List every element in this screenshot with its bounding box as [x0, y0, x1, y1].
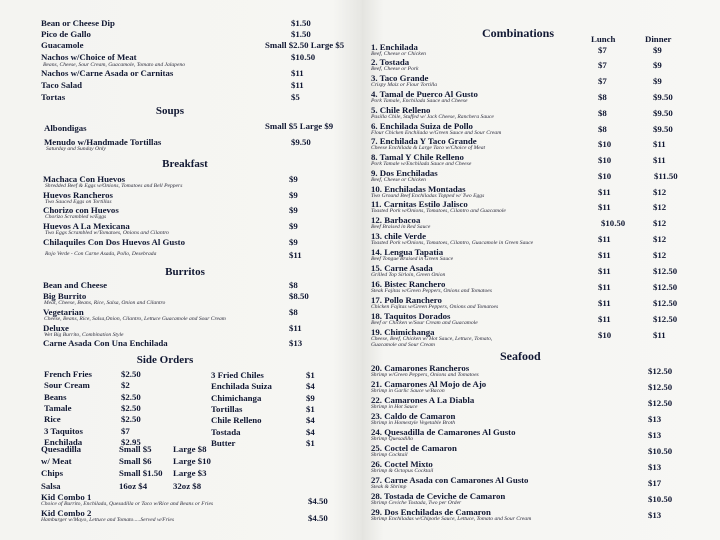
combo-dinner-price: $9.50 — [653, 92, 673, 102]
menu-item-price: $9 — [289, 174, 298, 184]
side-item-price: $4 — [306, 415, 315, 426]
menu-item-description: Rojo Verde - Con Carne Asada, Pollo, Desebrada — [45, 251, 157, 257]
seafood-item-price: $13 — [648, 462, 662, 472]
menu-item-name: Carne Asada Con Una Enchilada — [43, 338, 168, 348]
combo-item-name: 17. Pollo Ranchero — [371, 295, 442, 305]
combo-dinner-price: $12 — [653, 187, 667, 197]
menu-item-description: Cheese, Beans, Rice, Salsa,Onion, Cilantro, Lettuce Guacamole and Sour Cream — [44, 316, 226, 322]
combo-item-name: 3. Taco Grande — [371, 73, 429, 83]
menu-item-name: Chorizo con Huevos — [43, 205, 119, 215]
side-item-price: $2 — [121, 380, 130, 391]
combo-item-name: 9. Dos Enchiladas — [371, 168, 438, 178]
section-title-soups: Soups — [155, 105, 185, 117]
column-label-dinner: Dinner — [645, 34, 672, 44]
menu-item-name: Machaca Con Huevos — [43, 174, 126, 184]
combo-lunch-price: $10 — [598, 139, 612, 149]
combo-item-description: Beef, Cheese or Pork — [371, 66, 419, 72]
sized-item-name: Salsa — [41, 480, 61, 491]
sized-item-small: Small $6 — [119, 456, 152, 467]
seafood-item-price: $10.50 — [648, 494, 673, 504]
combo-item-description: Crispy Maiz or Flour Tortilla — [371, 82, 437, 88]
kid-combo-description: Choice of Burrito, Enchilada, Quesadilla or Taco w/Rice and Beans or Fries — [41, 501, 214, 507]
seafood-item-description: Shrimp Enchiladas w/Chipotle Sauce, Lettuce, Tomato and Sour Cream — [371, 516, 532, 522]
combo-lunch-price: $7 — [598, 76, 607, 86]
combo-lunch-price: $10 — [598, 155, 612, 165]
combo-item-description: Toasted Pork w/Onions, Tomatoes, Cilantro, Guacamole in Green Sauce — [371, 240, 534, 246]
combo-dinner-price: $9 — [653, 45, 662, 55]
menu-item-name: Bean and Cheese — [43, 280, 108, 290]
seafood-item-price: $17 — [648, 478, 662, 488]
menu-item-name: Big Burrito — [43, 291, 87, 301]
combo-item-description: Steak Fajitas w/Green Peppers, Onions and Tomatoes — [371, 288, 492, 294]
combo-lunch-price: $10.50 — [601, 218, 626, 228]
combo-item-name: 16. Bistec Ranchero — [371, 279, 446, 289]
combo-item-name: 1. Enchilada — [371, 42, 418, 52]
seafood-item-name: 20. Camarones Rancheros — [371, 363, 470, 373]
combo-item-name: 7. Enchilada Y Taco Grande — [371, 136, 477, 146]
seafood-item-name: 29. Dos Enchiladas de Camaron — [371, 507, 491, 517]
menu-item-price: $5 — [291, 92, 300, 102]
menu-item-description: Two Eggs Scrambled w/Tomatoes, Onions and Cilantro — [45, 230, 169, 236]
combo-item-name: 14. Lengua Tapatia — [371, 247, 444, 257]
menu-item-name: Pico de Gallo — [41, 29, 91, 39]
combo-dinner-price: $11 — [653, 330, 666, 340]
combo-lunch-price: $8 — [598, 124, 607, 134]
menu-item-description: Meat, Cheese, Beans, Rice, Salsa, Onion and Cilantro — [44, 300, 166, 306]
combo-lunch-price: $10 — [598, 330, 612, 340]
menu-item-price: $9 — [289, 190, 298, 200]
combo-item-description: Beef, Cheese or Chicken — [371, 51, 426, 57]
side-item-name: Chimichanga — [211, 392, 262, 403]
section-title-side-orders: Side Orders — [136, 354, 194, 366]
kid-combo-price: $4.50 — [308, 513, 328, 523]
seafood-item-description: Shrimp Ceviche Tostada, Two per Order — [371, 500, 462, 506]
combo-item-description: Flour Chicken Enchilada w/Green Sauce and Sour Cream — [371, 130, 502, 136]
side-item-price: $2.95 — [121, 436, 141, 447]
combo-lunch-price: $8 — [598, 108, 607, 118]
menu-item-price: $8.50 — [289, 291, 309, 301]
combo-lunch-price: $10 — [598, 171, 612, 181]
side-item-price: $2.50 — [121, 414, 141, 425]
section-title-burritos: Burritos — [165, 266, 205, 278]
combo-item-description: Beef Tongue Braised in Green Sauce — [371, 256, 454, 262]
menu-item-description: Two Sauced Eggs on Tortillas — [45, 199, 112, 205]
combo-lunch-price: $11 — [598, 250, 611, 260]
menu-item-name: Tortas — [41, 92, 66, 102]
menu-item-name: Nachos w/Carne Asada or Carnitas — [41, 68, 174, 78]
combo-item-name: 2. Tostada — [371, 57, 410, 67]
combo-item-description: Pork Tamale, Enchilada Sauce and Cheese — [371, 98, 468, 104]
menu-item-name: Huevos Rancheros — [43, 190, 113, 200]
seafood-item-name: 21. Camarones Al Mojo de Ajo — [371, 379, 487, 389]
menu-item-price: Small $5 Large $9 — [265, 121, 334, 131]
combo-dinner-price: $11.50 — [654, 171, 678, 181]
combo-item-name: 15. Carne Asada — [371, 263, 433, 273]
combo-dinner-price: $11 — [653, 139, 666, 149]
seafood-item-description: Shrimp w/Green Peppers, Onions and Tomatoes — [371, 372, 479, 378]
combo-lunch-price: $11 — [598, 298, 611, 308]
menu-item-price: $1.50 — [291, 29, 311, 39]
combo-dinner-price: $9 — [653, 60, 662, 70]
menu-item-name: Bean or Cheese Dip — [41, 18, 115, 28]
kid-combo-price: $4.50 — [308, 496, 328, 506]
side-item-price: $2.50 — [121, 369, 141, 379]
combo-lunch-price: $11 — [598, 282, 611, 292]
sized-item-name: Quesadilla — [41, 444, 82, 454]
combo-item-name: 13. chile Verde — [371, 231, 426, 241]
menu-item-price: $9.50 — [291, 137, 311, 147]
menu-item-price: $11 — [291, 80, 304, 90]
side-item-price: $1 — [306, 370, 315, 380]
menu-item-price: $9 — [289, 205, 298, 215]
menu-item-price: Small $2.50 Large $5 — [265, 40, 345, 50]
combo-item-name: 5. Chile Relleno — [371, 105, 431, 115]
menu-item-price: $8 — [289, 280, 298, 290]
combo-item-name: 4. Tamal de Puerco Al Gusto — [371, 89, 478, 99]
side-item-name: Sour Cream — [44, 380, 90, 391]
side-item-name: 3 Fried Chiles — [211, 370, 264, 380]
seafood-item-price: $13 — [648, 414, 662, 424]
sized-item-large: Large $10 — [173, 456, 211, 467]
combo-lunch-price: $7 — [598, 60, 607, 70]
combo-item-description: Grilled Top Sirloin, Green Onion — [371, 272, 446, 278]
kid-combo-name: Kid Combo 2 — [41, 508, 92, 518]
combo-item-description: Beef or Chicken w/Sour Cream and Guacamole — [371, 320, 478, 326]
seafood-item-price: $13 — [648, 430, 662, 440]
side-item-price: $4 — [306, 426, 315, 437]
section-title-breakfast: Breakfast — [162, 158, 208, 170]
side-item-name: Enchilada Suiza — [211, 381, 272, 392]
sized-item-small: Small $5 — [119, 444, 152, 454]
menu-item-name: Guacamole — [41, 40, 84, 50]
combo-item-description: Two Ground Beef Enchiladas Topped w/ Two Eggs — [371, 193, 485, 199]
side-item-name: Beans — [44, 391, 67, 402]
seafood-item-price: $12.50 — [648, 382, 673, 392]
side-item-price: $2.50 — [121, 402, 141, 413]
combo-item-name: 10. Enchiladas Montadas — [371, 184, 466, 194]
combo-dinner-price: $9.50 — [653, 124, 673, 134]
sized-item-large: Large $3 — [173, 468, 207, 479]
menu-item-description: Chorizo Scrambled w/Eggs — [45, 214, 107, 220]
combo-lunch-price: $7 — [598, 45, 607, 55]
sized-item-small: Small $1.50 — [119, 468, 163, 479]
seafood-item-name: 22. Camarones A La Diabla — [371, 395, 475, 405]
combo-dinner-price: $11 — [653, 155, 666, 165]
menu-item-price: $1.50 — [291, 18, 311, 28]
combo-item-description: Cheese, Beef, Chicken w/ Hot Sauce, Lettuce, Tomato, — [371, 336, 493, 342]
side-item-name: 3 Taquitos — [44, 425, 83, 436]
combo-dinner-price: $12 — [653, 250, 667, 260]
menu-item-name: Albondigas — [44, 123, 87, 133]
combo-lunch-price: $8 — [598, 92, 607, 102]
menu-item-name: Deluxe — [43, 323, 69, 333]
side-item-name: Tortillas — [211, 403, 243, 414]
menu-item-name: Taco Salad — [41, 80, 82, 90]
kid-combo-description: Hamburger w/Mayo, Lettuce and Tomato.....Served w/Fries — [41, 517, 175, 523]
combo-lunch-price: $11 — [598, 314, 611, 324]
combo-item-description: Cheese Enchilada & Large Taco w/Choice of Meat — [371, 145, 486, 151]
seafood-item-name: 28. Tostada de Ceviche de Camaron — [371, 491, 506, 501]
side-item-name: Enchilada — [44, 436, 83, 447]
combo-dinner-price: $9.50 — [653, 108, 673, 118]
combo-dinner-price: $12.50 — [653, 266, 678, 276]
combo-item-name: 8. Tamal Y Chile Relleno — [371, 152, 464, 162]
sized-item-name: w/ Meat — [41, 456, 72, 467]
menu-item-price: $10.50 — [291, 52, 316, 62]
combo-item-name: 11. Carnitas Estilo Jalisco — [371, 199, 468, 209]
menu-item-name: Menudo w/Handmade Tortillas — [44, 137, 162, 147]
menu-item-price: $11 — [289, 323, 302, 333]
combo-item-description: Pasilla Chile, Stuffed w/ Jack Cheese, Ranchera Sauce — [371, 114, 494, 120]
seafood-item-name: 24. Quesadilla de Camarones Al Gusto — [371, 427, 516, 437]
side-item-name: Chile Relleno — [211, 415, 262, 426]
kid-combo-name: Kid Combo 1 — [41, 492, 92, 502]
side-item-name: Tostada — [211, 426, 241, 437]
sized-item-name: Chips — [41, 468, 64, 479]
seafood-item-description: Shrimp Quesadillo — [371, 436, 414, 442]
column-label-lunch: Lunch — [591, 34, 616, 44]
side-item-name: Tamale — [44, 402, 72, 413]
seafood-item-name: 23. Caldo de Camaron — [371, 411, 456, 421]
side-item-price: $9 — [306, 392, 315, 403]
seafood-item-description: Shrimp & Octopus Cocktail — [371, 468, 434, 474]
combo-item-name: 6. Enchilada Suiza de Pollo — [371, 121, 473, 131]
menu-right-page — [362, 0, 720, 540]
combo-item-name: 19. Chimichanga — [371, 327, 435, 337]
combo-item-description: Beef, Cheese or Chicken — [371, 177, 426, 183]
combo-item-description: Beef Braised in Red Sauce — [371, 224, 431, 230]
menu-item-name: Huevos A La Mexicana — [43, 221, 130, 231]
menu-item-description: Beans, Cheese, Sour Cream, Guacamole, Tomato and Jalapeno — [43, 62, 186, 68]
section-title-combinations: Combinations — [482, 26, 555, 40]
seafood-item-price: $10.50 — [648, 446, 673, 456]
menu-item-price: $9 — [289, 237, 298, 247]
seafood-item-description: Shrimp in Homestyle Vegetable Broth — [371, 420, 455, 426]
seafood-item-name: 25. Coctel de Camaron — [371, 443, 457, 453]
combo-dinner-price: $12 — [653, 234, 667, 244]
side-item-price: $7 — [121, 425, 130, 436]
side-item-name: Butter — [211, 437, 236, 448]
menu-item-description: Wet Big Burrito, Combination Style — [44, 332, 124, 338]
combo-item-description: Pork Tamale w/Enchilada Sauce and Cheese — [371, 161, 472, 167]
menu-item-name: Vegetarian — [43, 307, 84, 317]
combo-lunch-price: $11 — [598, 187, 611, 197]
menu-item-description: Shredded Beef & Eggs w/Onions, Tomatoes and Bell Peppers — [45, 183, 183, 189]
seafood-item-name: 26. Coctel Mixto — [371, 459, 433, 469]
combo-lunch-price: $11 — [598, 202, 611, 212]
combo-item-description: Toasted Pork w/Onions, Tomatoes, Cilantro and Guacamole — [371, 208, 506, 214]
side-item-price: $1 — [306, 437, 315, 448]
combo-dinner-price: $9 — [653, 76, 662, 86]
combo-dinner-price: $12.50 — [653, 282, 678, 292]
combo-item-name: 18. Taquitos Dorados — [371, 311, 451, 321]
seafood-item-price: $12.50 — [648, 366, 673, 376]
combo-item-name: 12. Barbacoa — [371, 215, 421, 225]
menu-item-price: $8 — [289, 307, 298, 317]
combo-lunch-price: $11 — [598, 234, 611, 244]
menu-item-name: Chilaquiles Con Dos Huevos Al Gusto — [43, 237, 186, 247]
side-item-name: Rice — [44, 414, 61, 425]
combo-item-description: Chicken Fajitas w/Green Peppers, Onions and Tomatoes — [371, 304, 499, 310]
seafood-item-description: Shrimp Cocktail — [371, 452, 408, 458]
combo-lunch-price: $11 — [598, 266, 611, 276]
seafood-item-description: Shrimp in Garlic Sauce w/Bacon — [371, 388, 445, 394]
sized-item-small: 16oz $4 — [119, 480, 148, 491]
side-item-price: $1 — [306, 403, 315, 414]
seafood-item-name: 27. Carne Asada con Camarones Al Gusto — [371, 475, 529, 485]
seafood-item-price: $12.50 — [648, 398, 673, 408]
combo-item-description: Guacamole and Sour Cream — [371, 342, 435, 348]
menu-item-price: $13 — [289, 338, 303, 348]
side-item-name: French Fries — [44, 369, 92, 379]
combo-dinner-price: $12.50 — [653, 314, 678, 324]
sized-item-large: Large $8 — [173, 444, 207, 454]
combo-dinner-price: $12 — [653, 218, 667, 228]
side-item-price: $4 — [306, 381, 315, 392]
menu-item-name: Nachos w/Choice of Meat — [41, 52, 137, 62]
seafood-item-description: Steak & Shrimp — [371, 484, 407, 490]
menu-item-price: $11 — [289, 250, 302, 260]
seafood-item-price: $13 — [648, 510, 662, 520]
menu-item-price: $9 — [289, 221, 298, 231]
combo-dinner-price: $12 — [653, 202, 667, 212]
section-title-seafood: Seafood — [500, 349, 541, 363]
menu-item-price: $11 — [291, 68, 304, 78]
side-item-price: $2.50 — [121, 391, 141, 402]
menu-item-description: Saturday and Sunday Only — [46, 146, 106, 152]
combo-dinner-price: $12.50 — [653, 298, 678, 308]
seafood-item-description: Shrimp in Hot Sauce — [371, 404, 418, 410]
sized-item-large: 32oz $8 — [173, 480, 202, 491]
